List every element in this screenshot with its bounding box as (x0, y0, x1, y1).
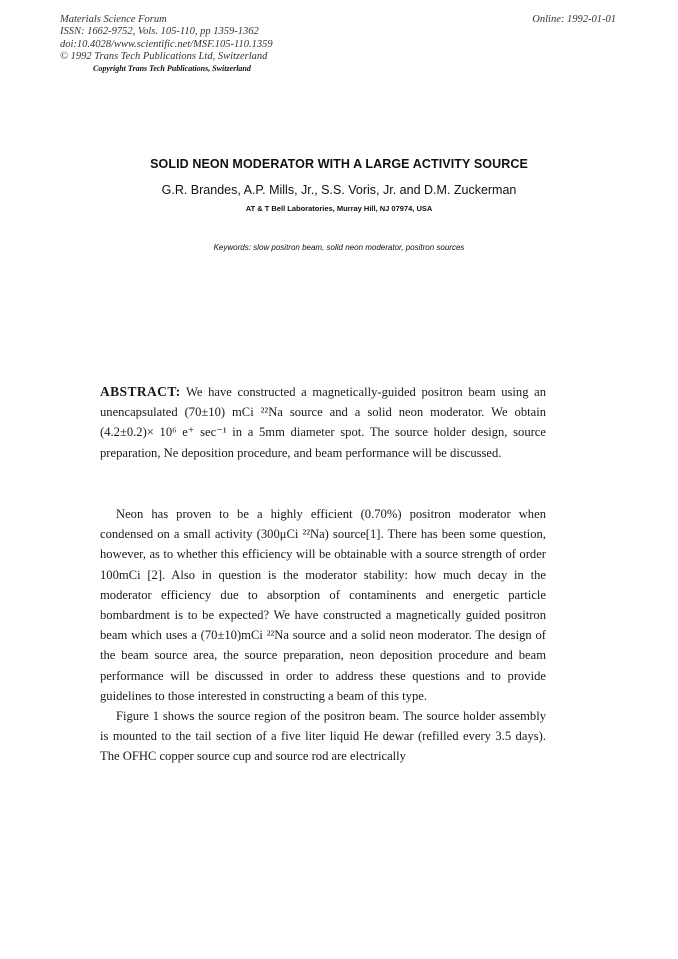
issn-line: ISSN: 1662-9752, Vols. 105-110, pp 1359-1362 (60, 26, 259, 38)
abstract-text: We have constructed a magnetically-guided positron beam using an unencapsulated (70±10) mCi ²²Na source and a solid neon moderator. We obtain (4.2±0.2)× 10⁶ e⁺ sec⁻¹ in a 5mm diameter spot. The source holder design, source preparation, Ne deposition procedure, and beam performance will be discussed. (100, 385, 547, 460)
online-date: Online: 1992-01-01 (532, 14, 616, 25)
keywords-line (0, 243, 678, 252)
abstract-label: ABSTRACT: (100, 384, 181, 399)
keywords-text: slow positron beam, solid neon moderator, positron sources (253, 243, 465, 252)
keywords-label: Keywords: (213, 243, 251, 252)
abstract (100, 382, 546, 463)
body-paragraph-1: Neon has proven to be a highly efficient (0.70%) positron moderator when condensed on a small activity (300μCi ²²Na) source[1]. There has been some question, however, as to whether this efficiency will be obtainable with a source strength of order 100mCi [2]. Also in question is the moderator stability: how much decay in the moderator efficiency due to absorption of contaminents and energetic particle bombardment is to be expected? We have constructed a magnetically guided positron beam which uses a (70±10)mCi ²²Na source and a solid neon moderator. The design of the beam source area, the source preparation, neon deposition procedure and beam performance will be discussed in order to address these questions and to provide guidelines to those interested in constructing a beam of this type. (100, 507, 546, 703)
paper-title: SOLID NEON MODERATOR WITH A LARGE ACTIVITY SOURCE (150, 157, 528, 171)
copyright-line: © 1992 Trans Tech Publications Ltd, Switzerland (60, 51, 268, 63)
body-paragraph-2: Figure 1 shows the source region of the positron beam. The source holder assembly is mounted to the tail section of a five liter liquid He dewar (refilled every 3.5 days). The OFHC copper source cup and source rod are electrically (100, 709, 546, 764)
journal-header (60, 14, 273, 64)
paper-authors: G.R. Brandes, A.P. Mills, Jr., S.S. Voris, Jr. and D.M. Zuckerman (161, 183, 517, 197)
paper-affiliation: AT & T Bell Laboratories, Murray Hill, NJ 07974, USA (245, 204, 433, 213)
journal-name: Materials Science Forum (60, 14, 167, 25)
body-text (100, 504, 546, 767)
copyright-stamp: Copyright Trans Tech Publications, Switzerland (93, 64, 251, 73)
doi-line: doi:10.4028/www.scientific.net/MSF.105-110.1359 (60, 38, 273, 50)
